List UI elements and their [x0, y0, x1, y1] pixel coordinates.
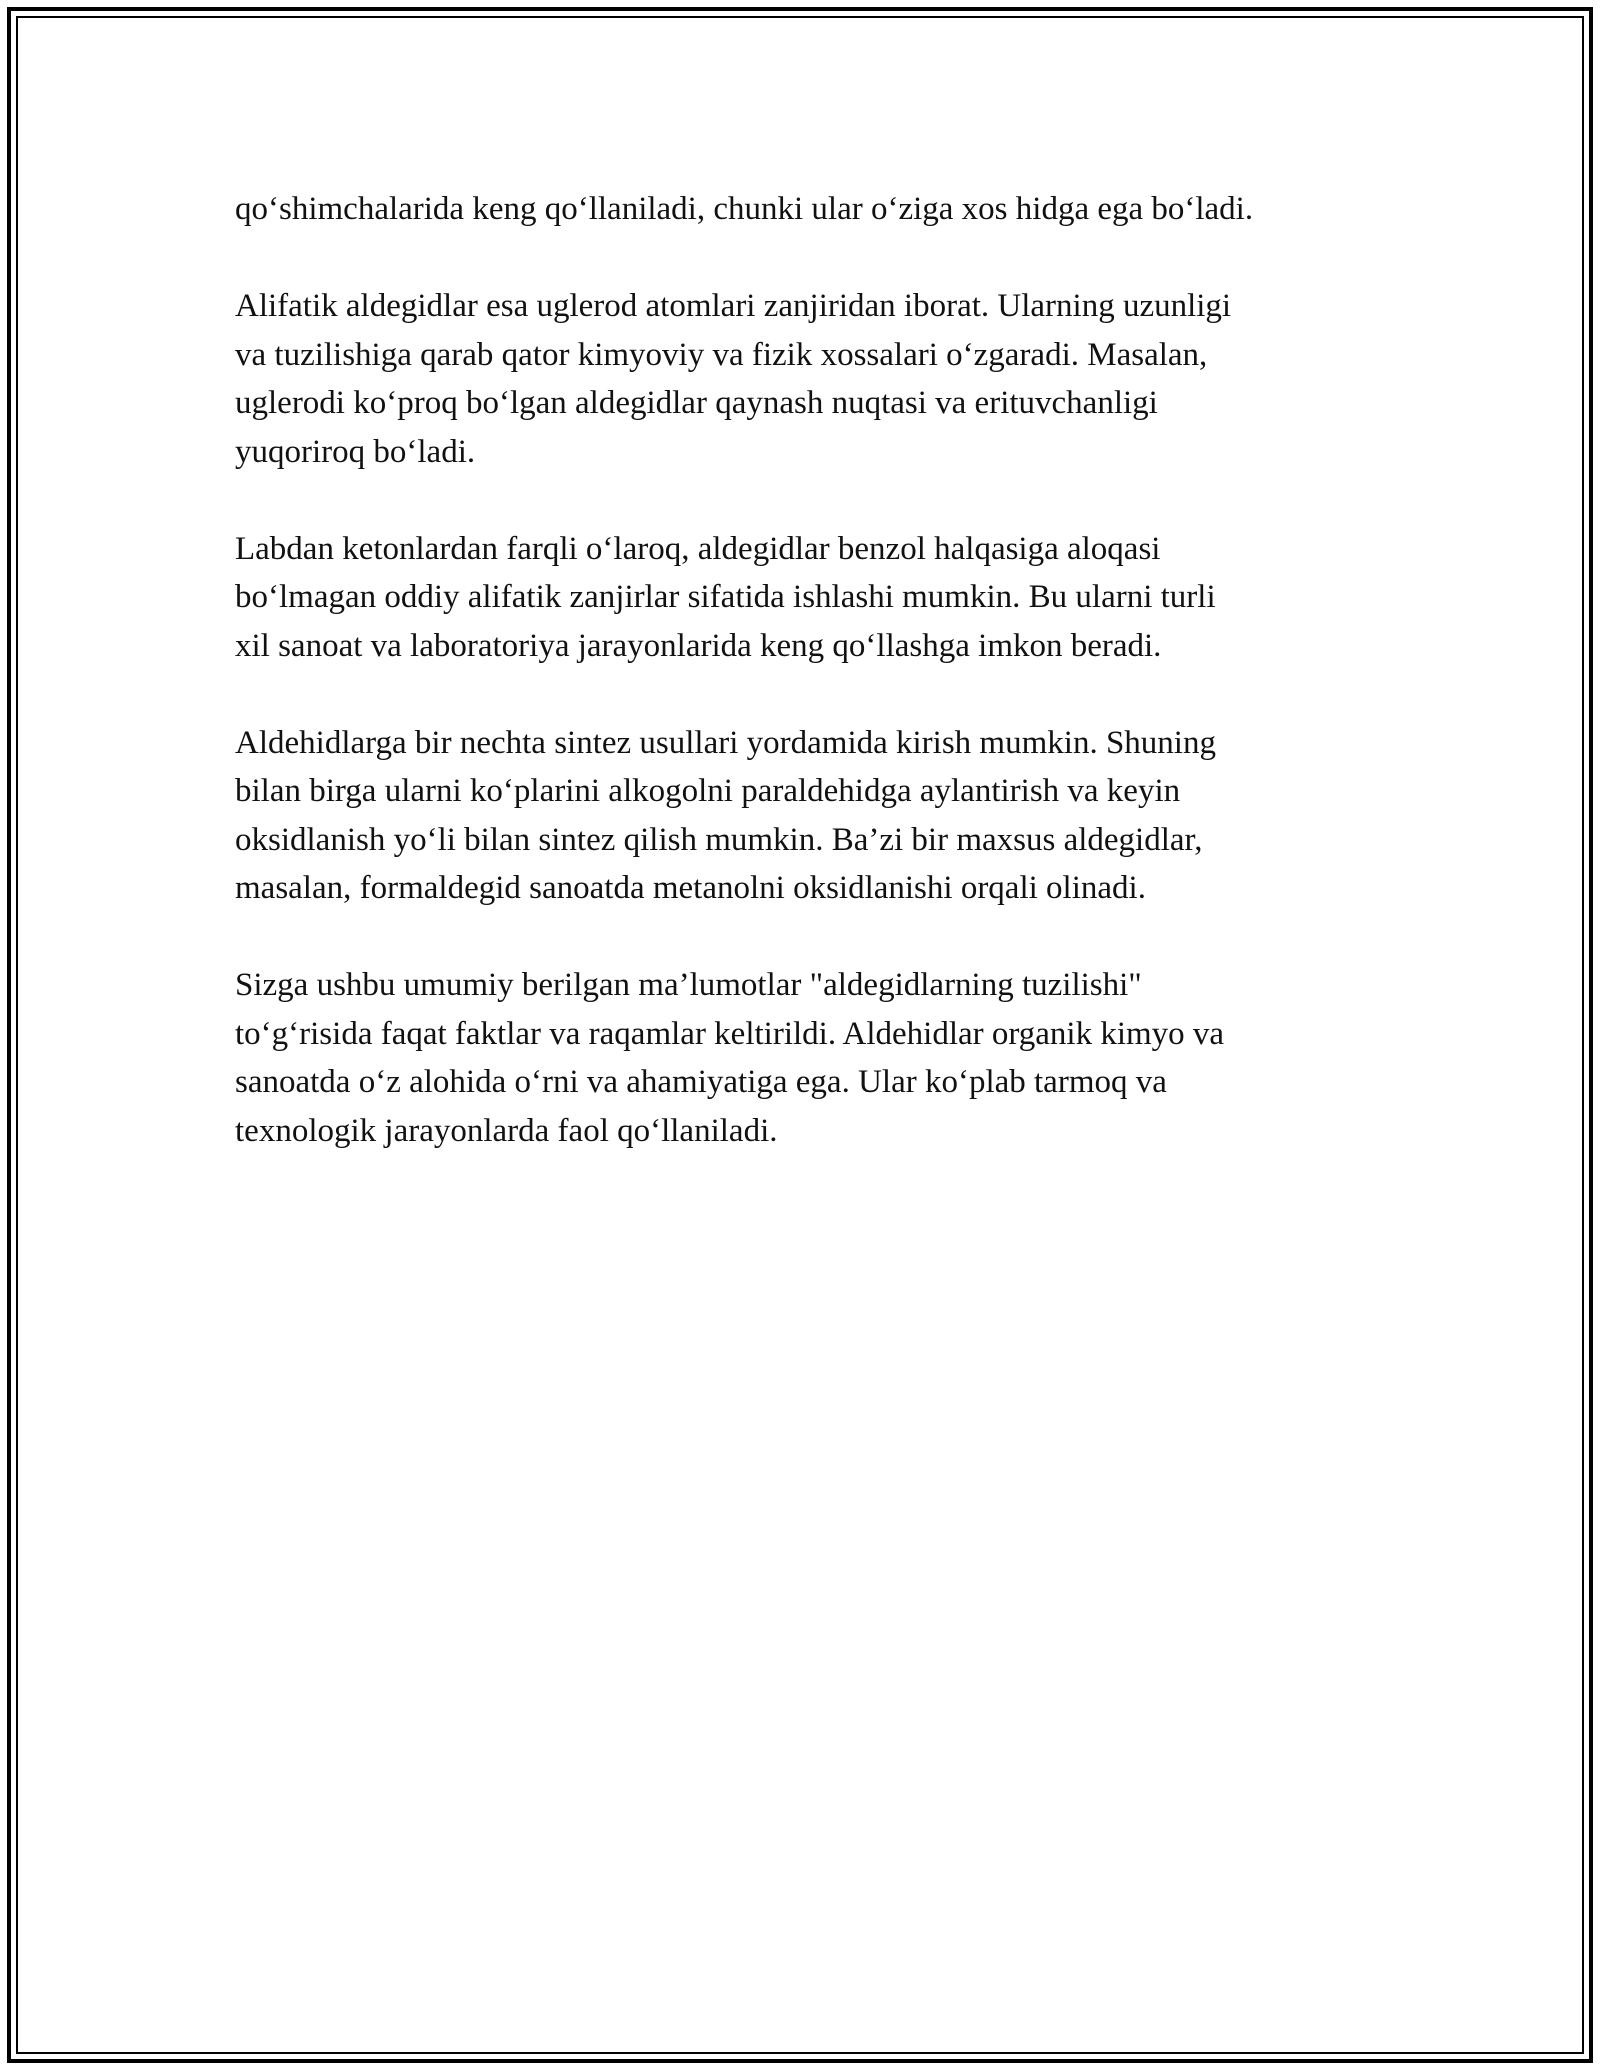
text-line: va tuzilishiga qarab qator kimyoviy va fizik xossalari o‘zgaradi. Masalan,: [235, 336, 1208, 373]
paragraph-4: [235, 719, 1375, 913]
text-line: texnologik jarayonlarda faol qo‘llaniladi.: [235, 1112, 778, 1149]
text-line: masalan, formaldegid sanoatda metanolni oksidlanishi orqali olinadi.: [235, 870, 1146, 906]
paragraph-3: [235, 525, 1375, 671]
text-line: bo‘lmagan oddiy alifatik zanjirlar sifatida ishlashi mumkin. Bu ularni turli: [235, 579, 1216, 615]
text-line: uglerodi ko‘proq bo‘lgan aldegidlar qaynash nuqtasi va erituvchanligi: [235, 385, 1158, 421]
text-line: yuqoriroq bo‘ladi.: [235, 433, 476, 470]
text-line: Labdan ketonlardan farqli o‘laroq, aldegidlar benzol halqasiga aloqasi: [235, 530, 1161, 567]
text-line: xil sanoat va laboratoriya jarayonlarida keng qo‘llashga imkon beradi.: [235, 627, 1162, 664]
paragraph-2: [235, 282, 1375, 476]
text-line: sanoatda o‘z alohida o‘rni va ahamiyatiga ega. Ular ko‘plab tarmoq va: [235, 1064, 1167, 1100]
text-line: Aldehidlarga bir nechta sintez usullari yordamida kirish mumkin. Shuning: [235, 724, 1216, 761]
text-line: Sizga ushbu umumiy berilgan ma’lumotlar "aldegidlarning tuzilishi": [235, 967, 1142, 1003]
paragraph-1: [235, 185, 1375, 234]
text-line: bilan birga ularni ko‘plarini alkogolni paraldehidga aylantirish va keyin: [235, 773, 1181, 809]
text-line: oksidlanish yo‘li bilan sintez qilish mumkin. Ba’zi bir maxsus aldegidlar,: [235, 821, 1203, 858]
text-line: to‘g‘risida faqat faktlar va raqamlar keltirildi. Aldehidlar organik kimyo va: [235, 1015, 1225, 1052]
document-body: [235, 185, 1375, 1204]
paragraph-5: [235, 961, 1375, 1155]
text-line: Alifatik aldegidlar esa uglerod atomlari zanjiridan iborat. Ularning uzunligi: [235, 288, 1232, 324]
text-line: qo‘shimchalarida keng qo‘llaniladi, chunki ular o‘ziga xos hidga ega bo‘ladi.: [235, 191, 1254, 227]
